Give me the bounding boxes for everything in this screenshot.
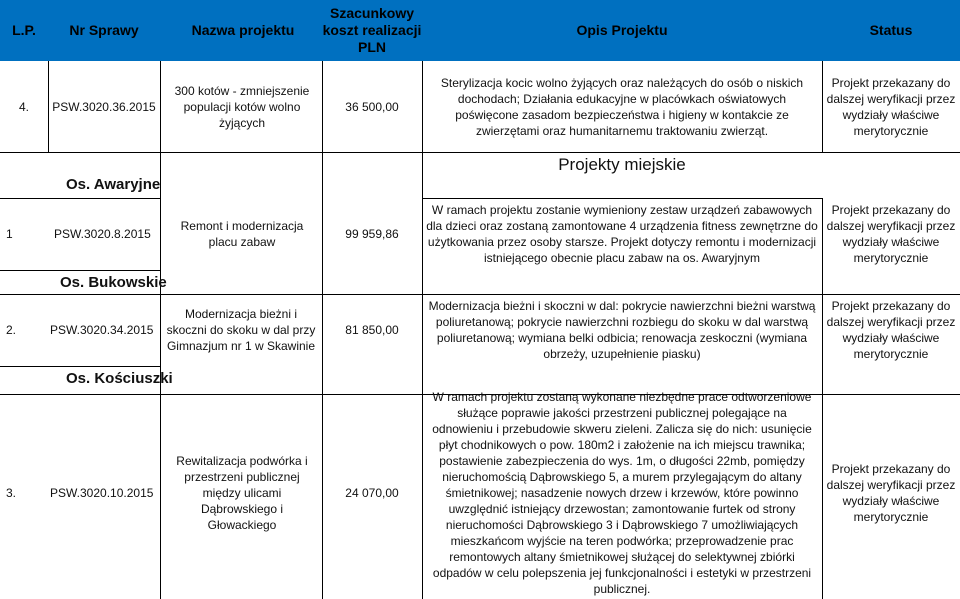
row-1-status: Projekt przekazany do dalszej weryfikacji przez wydziały właściwe merytorycznie (826, 75, 956, 138)
section-os-awaryjne: Os. Awaryjne (66, 176, 161, 193)
row-4-desc: W ramach projektu zostaną wykonane niezbędne prace odtworzeniowe służące poprawie jakości przestrzeni publicznej polegające na odnowieniu i przebudowie skweru zieleni. Zalicza się do nich: usunięcie płyt chodnikowych o pow. 180m2 i założenie na ich miejscu trawnika; postawienie zabezpieczenia do wys. 1m, o długości 22mb, pomiędzy nieruchomością Dąbrowskiego 5, a murem przylegającym do altany śmietnikowej; nasadzenie nowych drzew i krzewów, które powinno uwzględnić istniejący drzewostan; zamontowanie furtek od strony nieruchomości Dąbrowskiego 3 i Dąbrowskiego 7 umożliwiających mieszkańcom wyjście na teren podwórka; przeprowadzenie prac remontowych altany śmietnikowej służącej do selektywnej zbiórki odpadów w celu polepszenia jej funkcjonalności i estetyki w przestrzeni publicznej. (432, 390, 812, 596)
header-status: Status (869, 22, 913, 38)
section-os-kosciuszki: Os. Kościuszki (66, 370, 173, 387)
header-koszt-line2: koszt realizacji (322, 22, 422, 38)
header-opis-projektu: Opis Projektu (576, 22, 668, 38)
row-2-name: Remont i modernizacja placu zabaw (180, 219, 304, 249)
row-1-lp: 4. (18, 99, 29, 114)
row-2-cost: 99 959,86 (345, 227, 399, 241)
header-lp: L.P. (12, 22, 36, 38)
header-koszt (322, 0, 422, 61)
grid-line (822, 198, 823, 599)
grid-line (422, 61, 423, 599)
row-2-nr: PSW.3020.8.2015 (54, 227, 151, 241)
grid-line (0, 270, 160, 271)
row-3-nr: PSW.3020.34.2015 (50, 323, 154, 337)
row-1-cost: 36 500,00 (345, 99, 399, 114)
grid-line (0, 152, 960, 153)
row-3-status: Projekt przekazany do dalszej weryfikacji przez wydziały właściwe merytorycznie (826, 299, 956, 361)
row-4-cost: 24 070,00 (345, 486, 399, 500)
header-koszt-line3: PLN (358, 39, 386, 55)
row-3-lp: 2. (6, 323, 17, 337)
section-projekty-miejskie: Projekty miejskie (558, 155, 686, 174)
row-3-name: Modernizacja bieżni i skoczni do skoku w dal przy Gimnazjum nr 1 w Skawinie (166, 307, 316, 353)
row-4-status: Projekt przekazany do dalszej weryfikacji przez wydziały właściwe merytorycznie (826, 462, 956, 524)
grid-line (160, 61, 161, 599)
row-2-status: Projekt przekazany do dalszej weryfikacji przez wydziały właściwe merytorycznie (826, 203, 956, 265)
header-nr-sprawy: Nr Sprawy (69, 22, 139, 38)
row-4-lp: 3. (6, 486, 17, 500)
row-1-name: 300 kotów - zmniejszenie populacji kotów wolno żyjących (174, 83, 310, 130)
row-2-desc: W ramach projektu zostanie wymieniony zestaw urządzeń zabawowych dla dzieci oraz zostaną zamontowane 4 urządzenia fitness zewnętrzne do użytkowania przez osoby starsze. Projekt dotyczy remontu i modernizacji istniejącego obecnie placu zabaw na os. Awaryjnym (426, 203, 818, 265)
row-1-nr: PSW.3020.36.2015 (52, 99, 156, 114)
row-4-name: Rewitalizacja podwórka i przestrzeni publicznej między ulicami Dąbrowskiego i Głowackiego (176, 454, 308, 532)
grid-line (822, 61, 823, 152)
row-3-desc: Modernizacja bieżni i skoczni w dal: pokrycie nawierzchni bieżni warstwą poliuretanową; pokrycie nawierzchni rozbiegu do skoku w dal warstwą poliuretanową; wymiana belki odbicia; renowacja zeskoczni (wymiana obrzeży, uzupełnienie piasku) (428, 299, 816, 361)
header-koszt-line1: Szacunkowy (329, 5, 415, 21)
section-os-bukowskie: Os. Bukowskie (60, 274, 167, 291)
row-4-nr: PSW.3020.10.2015 (50, 486, 154, 500)
grid-line (0, 366, 160, 367)
header-nazwa-projektu: Nazwa projektu (191, 22, 295, 38)
row-1-desc: Sterylizacja kocic wolno żyjących oraz należących do osób o niskich dochodach; Działania edukacyjne w placówkach oświatowych poświęcone zasadom bezpieczeństwa i higieny w kontakcie ze zwierzętami oraz humanitarnemu traktowaniu zwierząt. (440, 75, 804, 138)
row-3-cost: 81 850,00 (345, 323, 399, 337)
row-2-lp: 1 (6, 227, 13, 241)
